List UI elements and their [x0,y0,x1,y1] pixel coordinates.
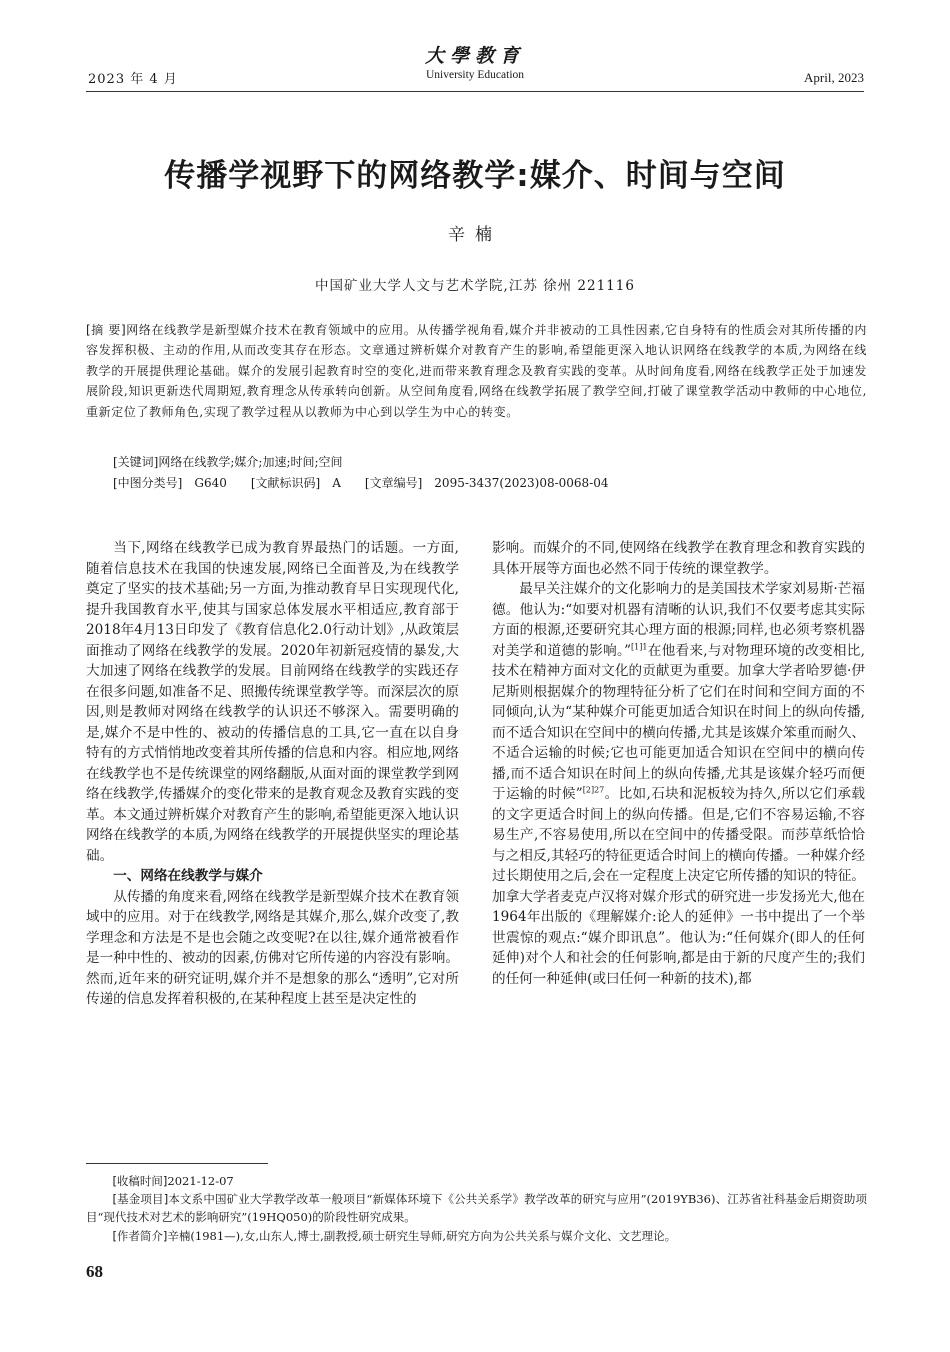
classification-line [113,473,863,493]
doc-code-label: [文献标识码] [250,476,321,490]
paragraph-text: 最早关注媒介的文化影响力的是美国技术学家刘易斯·芒福德。他认为:“如要对机器有清晰的认识,我们不仅要考虑其实际方面的根源,还要研究其心理方面的根源;同样,也必须考察机器对美学和道德的影响。” [492,581,865,659]
article-title: 传播学视野下的网络教学:媒介、时间与空间 [164,158,786,194]
body-column-left [86,538,459,1010]
body-paragraph: 当下,网络在线教学已成为教育界最热门的话题。一方面,随着信息技术在我国的快速发展,网络已全面普及,为在线教学奠定了坚实的技术基础;另一方面,为推动教育早日实现现代化,提升我国教育水平,使其与国家总体发展水平相适应,教育部于2018年4月13日印发了《教育信息化2.0行动计划》,从政策层面推动了网络在线教学的发展。2020年初新冠疫情的暴发,大大加速了网络在线教学的发展。目前网络在线教学的实践还存在很多问题,如准备不足、照搬传统课堂教学等。而深层次的原因,则是教师对网络在线教学的认识还不够深入。需要明确的是,媒介不是中性的、被动的传播信息的工具,它一直在以自身特有的方式悄悄地改变着其所传播的信息和内容。相应地,网络在线教学也不是传统课堂的网络翻版,从面对面的课堂教学到网络在线教学,传播媒介的变化带来的是教育观念及教育实践的变革。本文通过辨析媒介对教育产生的影响,希望能更深入地认识网络在线教学的本质,为网络在线教学的开展提供坚实的理论基础。 [86,540,459,864]
clc-value: G640 [194,476,227,490]
paragraph-text: 。比如,石块和泥板较为持久,所以它们承载的文字更适合时间上的纵向传播。但是,它们不容易运输,不容易生产,不容易使用,所以在空间中的传播受限。而莎草纸恰恰与之相反,其轻巧的特征更适合时间上的横向传播。一种媒介经过长期使用之后,会在一定程度上决定它所传播的知识的特征。加拿大学者麦克卢汉将对媒介形式的研究进一步发扬光大,他在1964年出版的《理解媒介:论人的延伸》一书中提出了一个举世震惊的观点:“媒介即讯息”。他认为:“任何媒介(即人的任何延伸)对个人和社会的任何影响,都是由于新的尺度产生的;我们的任何一种延伸(或曰任何一种新的技术),都 [492,786,865,987]
footnote-fund [86,1190,867,1226]
footnote-label: [收稿时间] [112,1174,168,1188]
keywords [113,452,863,472]
footnote-label: [基金项目] [112,1192,169,1207]
footnote-text: 辛楠(1981—),女,山东人,博士,副教授,硕士研究生导师,研究方向为公共关系与媒介文化、文艺理论。 [167,1228,677,1243]
article-author: 辛楠 [448,225,502,245]
author-affiliation: 中国矿业大学人文与艺术学院,江苏 徐州 221116 [315,278,635,294]
footnote-received [86,1172,867,1190]
citation-ref: [2]27 [582,785,605,795]
footnote-text: 2021-12-07 [167,1174,234,1188]
clc-label: [中图分类号] [113,476,183,490]
page-number: 68 [86,1262,103,1281]
doc-code-value: A [332,476,341,490]
keywords-text: 网络在线教学;媒介;加速;时间;空间 [158,455,343,469]
abstract-label: [摘 要] [86,323,127,337]
article-no-value: 2095-3437(2023)08-0068-04 [434,476,609,490]
header-date-en: April, 2023 [804,70,864,85]
section-heading: 一、网络在线教学与媒介 [113,868,263,884]
footnote-author [86,1227,867,1245]
citation-ref: [1]1 [631,641,648,651]
header-divider [86,91,864,92]
body-paragraph [492,579,865,989]
footnote-text: 本文系中国矿业大学教学改革一般项目“新媒体环境下《公共关系学》教学改革的研究与应用”(2019YB36)、江苏省社科基金后期资助项目“现代技术对艺术的影响研究”(19HQ050)的阶段性研究成果。 [86,1192,867,1225]
header-date-cn: 2023 年 4 月 [88,72,178,87]
paragraph-text: 在他看来,与对物理环境的改变相比,技术在精神方面对文化的贡献更为重要。加拿大学者哈罗德·伊尼斯则根据媒介的物理特征分析了它们在时间和空间方面的不同倾向,认为“某种媒介可能更加适合知识在时间上的纵向传播,而不适合知识在空间中的横向传播,尤其是该媒介笨重而耐久、不适合运输的时候;它也可能更加适合知识在空间中的横向传播,而不适合知识在时间上的纵向传播,尤其是该媒介轻巧而便于运输的时候” [492,642,865,802]
body-column-right [492,538,865,989]
journal-name-cn: 大學教育 [424,45,525,67]
article-no-label: [文章编号] [364,476,423,490]
keywords-label: [关键词] [113,455,159,469]
abstract-text: 网络在线教学是新型媒介技术在教育领域中的应用。从传播学视角看,媒介并非被动的工具性因素,它自身特有的性质会对其所传播的内容发挥积极、主动的作用,从而改变其存在形态。文章通过辨析媒介对教育产生的影响,希望能更深入地认识网络在线教学的本质,为网络在线教学的开展提供理论基础。媒介的发展引起教育时空的变化,进而带来教育理念及教育实践的变革。从时间角度看,网络在线教学正处于加速发展阶段,知识更新迭代周期短,教育理念从传承转向创新。从空间角度看,网络在线教学拓展了教学空间,打破了课堂教学活动中教师的中心地位,重新定位了教师角色,实现了教学过程从以教师为中心到以学生为中心的转变。 [86,323,867,419]
body-paragraph: 从传播的角度来看,网络在线教学是新型媒介技术在教育领域中的应用。对于在线教学,网络是其媒介,那么,媒介改变了,教学理念和方法是不是也会随之改变呢?在以往,媒介通常被看作是一种中性的、被动的因素,仿佛对它所传递的内容没有影响。然而,近年来的研究证明,媒介并不是想象的那么“透明”,它对所传递的信息发挥着积极的,在某种程度上甚至是决定性的 [86,888,459,1007]
footnote-divider [86,1163,268,1164]
journal-name-en: University Education [425,69,525,81]
abstract [86,320,867,422]
body-paragraph: 影响。而媒介的不同,使网络在线教学在教育理念和教育实践的具体开展等方面也必然不同于传统的课堂教学。 [492,540,865,577]
footnote-label: [作者简介] [112,1228,168,1243]
footnotes [86,1172,867,1245]
